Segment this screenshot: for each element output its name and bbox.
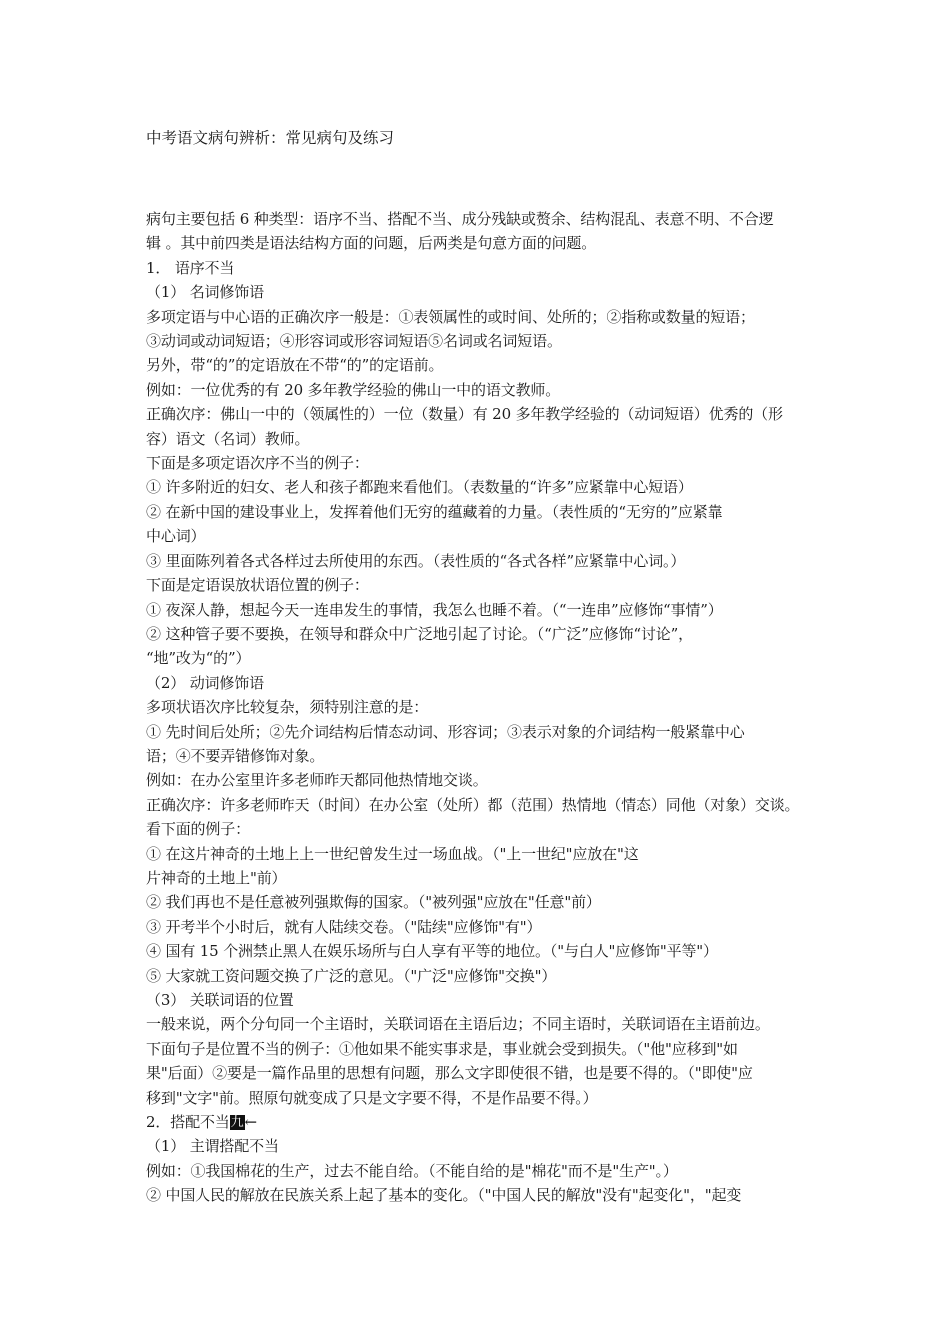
text-line-content: 移到"文字"前。照原句就变成了只是文字要不得，不是作品要不得。）	[146, 1088, 598, 1107]
text-line	[146, 353, 811, 377]
text-line-content: ② 这种管子要不要换，在领导和群众中广泛地引起了讨论。（“广泛”应修饰“讨论”，	[146, 624, 693, 643]
inline-mark-glyph: 九	[230, 1115, 244, 1131]
text-line-content: ③ 开考半个小时后，就有人陆续交卷。（"陆续"应修饰"有"）	[146, 917, 542, 936]
text-line	[146, 988, 811, 1012]
text-line-content: ③ 里面陈列着各式各样过去所使用的东西。（表性质的“各式各样”应紧靠中心词。）	[146, 551, 686, 570]
text-line-content: 中心词）	[146, 527, 206, 546]
text-line	[146, 280, 811, 304]
text-line-content: 正确次序：佛山一中的（领属性的）一位（数量）有 20 多年教学经验的（动词短语）优秀的（形	[146, 405, 783, 424]
text-line-content: ① 在这片神奇的土地上上一世纪曾发生过一场血战。（"上一世纪"应放在"这	[146, 844, 639, 863]
text-line-content: 下面句子是位置不当的例子：①他如果不能实事求是，事业就会受到损失。（"他"应移到"如	[146, 1039, 738, 1058]
text-line-content: 多项状语次序比较复杂，须特别注意的是：	[146, 698, 429, 717]
text-line	[146, 622, 811, 646]
text-line-content: ⑤ 大家就工资问题交换了广泛的意见。（"广泛"应修饰"交换"）	[146, 966, 557, 985]
text-line	[146, 671, 811, 695]
text-line-content: 例如：①我国棉花的生产，过去不能自给。（不能自给的是"棉花"而不是"生产"。）	[146, 1161, 678, 1180]
text-line-content: ① 许多附近的妇女、老人和孩子都跑来看他们。（表数量的“许多”应紧靠中心短语）	[146, 478, 693, 497]
text-line-content: 果"后面）②要是一篇作品里的思想有问题，那么文字即使很不错，也是要不得的。（"即使"应	[146, 1064, 753, 1083]
text-line-content: “地”改为“的”）	[146, 649, 251, 668]
text-line	[146, 1012, 811, 1036]
text-line	[146, 646, 811, 670]
text-line	[146, 890, 811, 914]
text-line	[146, 1061, 811, 1085]
text-line	[146, 598, 811, 622]
text-line	[146, 549, 811, 573]
text-line	[146, 451, 811, 475]
text-line	[146, 231, 811, 255]
text-line-content: 例如：一位优秀的有 20 多年教学经验的佛山一中的语文教师。	[146, 380, 561, 399]
text-line	[146, 1086, 811, 1110]
document-body	[146, 207, 811, 1208]
text-line-content: （3） 关联词语的位置	[146, 991, 294, 1009]
text-line	[146, 939, 811, 963]
text-line-content: 正确次序：许多老师昨天（时间）在办公室（处所）都（范围）热情地（情态）同他（对象）交谈。	[146, 795, 800, 814]
text-line-content: 容）语文（名词）教师。	[146, 429, 310, 448]
text-line-content: 多项定语与中心语的正确次序一般是：①表领属性的或时间、处所的；②指称或数量的短语；	[146, 307, 755, 326]
text-line-content: 下面是多项定语次序不当的例子：	[146, 454, 369, 473]
text-line-content: ① 夜深人静，想起今天一连串发生的事情，我怎么也睡不着。（“一连串”应修饰“事情”）	[146, 600, 723, 619]
text-line	[146, 402, 811, 426]
text-line-content: 例如：在办公室里许多老师昨天都同他热情地交谈。	[146, 771, 488, 790]
text-line	[146, 427, 811, 451]
text-line-content: （1） 名词修饰语	[146, 283, 264, 302]
text-line	[146, 817, 811, 841]
text-line-content: ② 我们再也不是任意被列强欺侮的国家。（"被列强"应放在"任意"前）	[146, 893, 601, 912]
text-line	[146, 256, 811, 280]
text-line-content: 另外，带“的”的定语放在不带“的”的定语前。	[146, 356, 444, 375]
text-line-content: 辑 。其中前四类是语法结构方面的问题，后两类是句意方面的问题。	[146, 234, 597, 253]
text-line-content: ④ 国有 15 个洲禁止黑人在娱乐场所与白人享有平等的地位。（"与白人"应修饰"平等"）	[146, 942, 718, 961]
text-line-content: ① 先时间后处所；②先介词结构后情态动词、形容词；③表示对象的介词结构一般紧靠中心	[146, 722, 745, 741]
text-line-content: （1） 主谓搭配不当	[146, 1137, 279, 1156]
text-line	[146, 1134, 811, 1158]
text-line-content: 病句主要包括 6 种类型：语序不当、搭配不当、成分残缺或赘余、结构混乱、表意不明、不合逻	[146, 210, 774, 228]
left-arrow-icon: ←	[244, 1113, 257, 1132]
text-line-content: ③动词或动词短语；④形容词或形容词短语⑤名词或名词短语。	[146, 332, 562, 351]
text-line-content: （2） 动词修饰语	[146, 673, 264, 692]
text-line	[146, 524, 811, 548]
text-line	[146, 1159, 811, 1183]
text-line-content: ② 中国人民的解放在民族关系上起了基本的变化。（"中国人民的解放"没有"起变化"，"起变	[146, 1186, 742, 1205]
text-line	[146, 1183, 811, 1207]
document-title: 中考语文病句辨析：常见病句及练习	[146, 129, 395, 147]
text-line	[146, 964, 811, 988]
text-line	[146, 305, 811, 329]
text-line	[146, 500, 811, 524]
text-line	[146, 573, 811, 597]
text-line	[146, 695, 811, 719]
text-line-content: ② 在新中国的建设事业上，发挥着他们无穷的蕴藏着的力量。（表性质的“无穷的”应紧靠	[146, 502, 723, 521]
text-line	[146, 915, 811, 939]
text-line-content: 下面是定语误放状语位置的例子：	[146, 576, 369, 595]
text-line	[146, 744, 811, 768]
text-line	[146, 207, 811, 231]
text-line	[146, 475, 811, 499]
text-line-content: 看下面的例子：	[146, 820, 250, 839]
text-line-content: 2．搭配不当	[146, 1113, 230, 1132]
text-line	[146, 720, 811, 744]
text-line	[146, 329, 811, 353]
text-line	[146, 866, 811, 890]
text-line-content: 一般来说，两个分句同一个主语时，关联词语在主语后边；不同主语时，关联词语在主语前边。	[146, 1015, 770, 1034]
text-line	[146, 842, 811, 866]
text-line	[146, 1037, 811, 1061]
text-line	[146, 793, 811, 817]
text-line	[146, 378, 811, 402]
text-line	[146, 768, 811, 792]
text-line-content: 语；④不要弄错修饰对象。	[146, 746, 325, 765]
document-page	[146, 126, 811, 1208]
text-line-content: 片神奇的土地上"前）	[146, 868, 287, 887]
text-line	[146, 1110, 811, 1134]
text-line-content: 1． 语序不当	[146, 258, 235, 277]
